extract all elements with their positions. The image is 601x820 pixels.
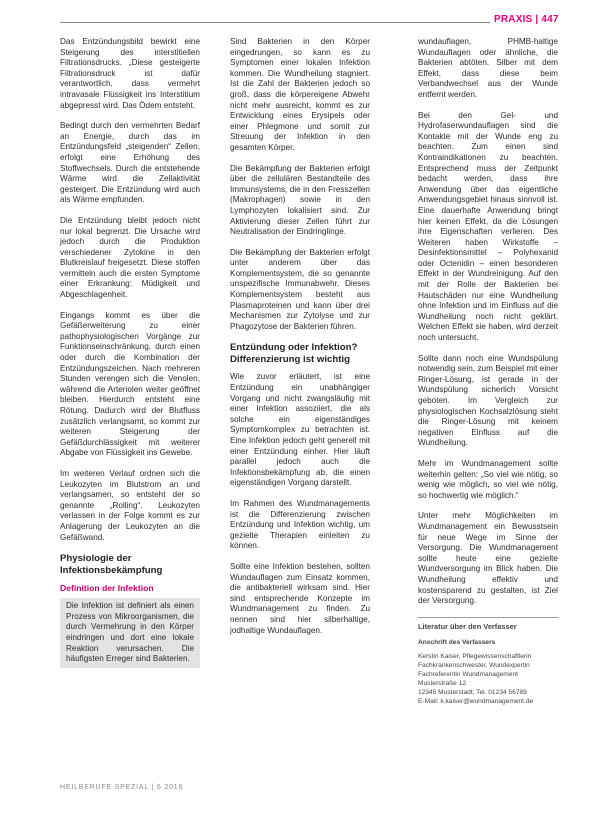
paragraph: Mehr im Wundmanagement sollte weiterhin gelten: „So viel wie nötig, so wenig wie möglich, so viel wie nötig, so hochwertig wie möglich.“ bbox=[418, 458, 558, 500]
section-heading: Entzündung oder Infektion? Differenzierung ist wichtig bbox=[230, 342, 358, 366]
paragraph: Sind Bakterien in den Körper eingedrungen, so kann es zu Symptomen einer lokalen Infektion kommen. Die Wundheilung stagniert. Ist die Zahl der Bakterien jedoch so groß, dass die körpereigene Abwehr nicht mehr ausreicht, kommt es zur Entwicklung eines Erysipels oder einer Phlegmone und somit zur Streuung der Infektion in den gesamten Körper. bbox=[230, 37, 370, 152]
address-line: Fachreferentin Wundmanagement bbox=[418, 670, 518, 678]
definition-text: Die Infektion ist definiert als einen Prozess von Mikroorganismen, die durch Vermehrung in den Körper eindringen und dort eine lokale Reaktion verursachen. Die häufigsten Erreger sind Bakterien. bbox=[66, 601, 194, 664]
header-rule bbox=[60, 22, 490, 23]
literature-title: Literatur über den Verfasser bbox=[418, 621, 517, 631]
column-2 bbox=[230, 37, 370, 646]
paragraph: Wie zuvor erläutert, ist eine Entzündung ein unabhängiger Vorgang und nicht zwangsläufig mit einer Infektion assoziiert, die als solche ein eigenständiges Symptomkomplex zu betrachten ist. Eine Infektion jedoch geht generell mit einer Entzündung einher. Hier läuft parallel jedoch auch die Infektionsbekämpfung ab, die einen eigenständigen Vorgang darstellt. bbox=[230, 372, 370, 488]
address-line: E-Mail: k.kaiser@wundmanagement.de bbox=[418, 697, 534, 705]
address-line: Musterstraße 12 bbox=[418, 679, 467, 687]
paragraph: Sollte eine Infektion bestehen, sollten Wundauflagen zum Einsatz kommen, die antibakteriell wirksam sind. Hier sind entsprechende Konzepte im Wundmanagement zu finden. Zu nennen sind hier silberhaltige, jodhaltige Wundauflagen. bbox=[230, 561, 370, 635]
paragraph: Eingangs kommt es über die Gefäßerweiterung zu einer pathophysiologischen Vorgänge zur Funktionseinschränkung, durch einen oder durch die Kombination der Entzündungszeichen. Nach mehreren Stunden verengen sich die Venolen, während die Arteriolen weiter geöffnet bleiben. Hierdurch entsteht eine Rötung. Dadurch wird der Blutfluss zusätzlich verlangsamt, so kommt zur weiteren Steigerung der Gefäßdurchlässigkeit mit weiterer Abgabe von Flüssigkeit ins Gewebe. bbox=[60, 310, 200, 458]
paragraph: Die Bekämpfung der Bakterien erfolgt unter anderem über das Komplementsystem, die so genannte unspezifische Immunabwehr. Dieses Komplementsystem besteht aus Plasmaproteinen und kann über drei Mechanismen zur Zytolyse und zur Phagozytose der Bakterien führen. bbox=[230, 247, 370, 331]
paragraph: Im weiteren Verlauf ordnen sich die Leukozyten im Blutstrom an und verlangsamen, so entsteht der so genannte „Rolling“. Leukozyten verlassen in der Folge kommt es zur Anlagerung der Leukozyten an die Gefäßwand. bbox=[60, 468, 200, 542]
address-line: 12345 Musterstadt, Tel. 01234 56789 bbox=[418, 688, 527, 696]
paragraph: Die Bekämpfung der Bakterien erfolgt über die zellulären Bestandteile des Immunsystems, die in den Fresszellen (Makrophagen) sowie in den Lymphozyten lokalisiert sind. Zur Aktivierung dieser Zellen führt zur Neutralisation der Eindringlinge. bbox=[230, 163, 370, 237]
paragraph: Bedingt durch den vermehrten Bedarf an Energie, durch das im Entzündungsfeld „steigenden“ Zellen, erfolgt eine Erhöhung des Stoffwechsels. Durch die entstehende Wärme wird die Zellaktivität gesteigert. Die Entzündung wird auch als Wärme empfunden. bbox=[60, 121, 200, 205]
column-3 bbox=[418, 37, 558, 706]
paragraph: Sollte dann noch eine Wundspülung notwendig sein, zum Beispiel mit einer Ringer-Lösung, ist gerade in der Wundspülung sicherlich Vorsicht geboten. Im Vergleich zur physiologischen Kochsalzlösung steht die Ringer-Lösung mit keinem negativen Einfluss auf die Wundheilung. bbox=[418, 353, 558, 448]
subheading: Definition der Infektion bbox=[60, 583, 154, 594]
paragraph: Die Entzündung bleibt jedoch nicht nur lokal begrenzt. Die Ursache wird jedoch durch die Produktion verschiedener Zytokine in den Blutkreislauf freigesetzt. Diese stoffen vermitteln auch die ersten Symptome einer Erkrankung: Müdigkeit und Abgeschlagenheit. bbox=[60, 215, 200, 300]
paragraph: Im Rahmen des Wundmanagements ist die Differenzierung zwischen Entzündung und Infektion wichtig, um gezielte Therapien einleiten zu können. bbox=[230, 498, 370, 551]
paragraph: Das Entzündungsbild bewirkt eine Steigerung des interstitiellen Filtrationsdrucks. „Diese gesteigerte Filtrationsdruck ist dafür verantwortlich, dass vermehrt intravasale Flüssigkeit ins Interstitium abgepresst wird. Das Ödem entsteht. bbox=[60, 37, 200, 110]
paragraph: Bei den Gel- und Hydrofaserwundauflagen sind die Kontakte mit der Wunde eng zu beachten. Zum einen sind Kontraindikationen zu beachten. Entsprechend muss der Zeitpunkt bedacht werden, dass ihre Anwendung über das eigentliche Anwendungsgebiet hinaus sinnvoll ist. Eine dauerhafte Anwendung bringt hier keinen Effekt, da die Lösungen ihre Eigenschaften verlieren. Des Weiteren haben Wirkstoffe – Desinfektionsmittel – Polyhexanid oder Octenidin – einen besonderen Effekt in der Wundreinigung. Auf den mit der Rolle der Bakterien bei Hautschäden nur eine Wundheilung ohne Infektion und im Einfluss auf die Wundheilung noch nicht geklärt. Welchen Effekt sie haben, wird derzeit noch untersucht. bbox=[418, 110, 558, 343]
section-label: PRAXIS | 447 bbox=[494, 14, 559, 25]
paragraph: wundauflagen, PHMB-haltige Wundauflagen oder ähnliche, die Bakterien abtöten. Silber mit dem Effekt, dass diese beim Verbandwechsel aus der Wunde entfernt werden. bbox=[418, 37, 558, 99]
page-header bbox=[0, 10, 601, 34]
address-line: Fachkrankenschwester, Wundexpertin bbox=[418, 661, 530, 669]
column-1 bbox=[60, 37, 200, 668]
paragraph: Unter mehr Möglichkeiten im Wundmanagement ein Bewusstsein für neue Wege im Sinne der Versorgung. Die Wundmanagement sollte heute eine gezielte Wundversorgung im Blick haben. Die Wundheilung effektiv und kostensparend zu gestalten, ist Ziel der Versorgung. bbox=[418, 511, 558, 606]
page-footer: HEILBERUFE SPEZIAL | 6 2016 bbox=[60, 784, 184, 791]
address-line: Kerstin Kaiser, Pflegewissenschaftlerin bbox=[418, 652, 532, 660]
definition-box bbox=[60, 598, 200, 668]
author-address bbox=[418, 652, 558, 706]
address-title: Anschrift des Verfassers bbox=[418, 639, 496, 647]
section-heading: Physiologie der Infektionsbekämpfung bbox=[60, 553, 163, 577]
literature-block bbox=[418, 617, 558, 706]
